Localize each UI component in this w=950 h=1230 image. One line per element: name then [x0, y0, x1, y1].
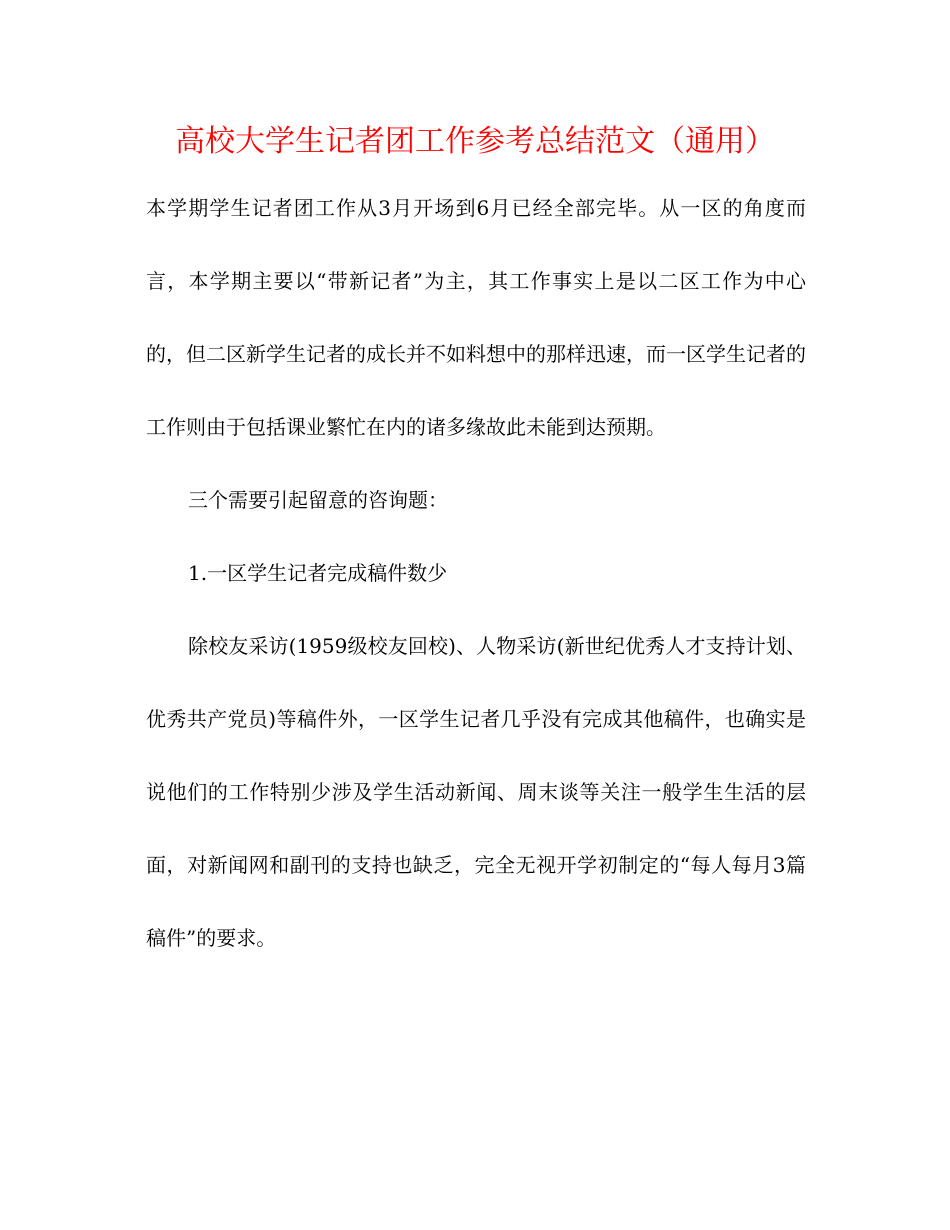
paragraph-intro: 本学期学生记者团工作从3月开场到6月已经全部完毕。从一区的角度而言，本学期主要以“带新记者”为主，其工作事实上是以二区工作为中心的，但二区新学生记者的成长并不如料想中的那样迅速，而一区学生记者的工作则由于包括课业繁忙在内的诸多缘故此未能到达预期。 — [146, 196, 806, 439]
document-title: 高校大学生记者团工作参考总结范文（通用） — [175, 124, 775, 159]
paragraph-issues-heading: 三个需要引起留意的咨询题： — [188, 488, 448, 512]
paragraph-issue-1-detail: 除校友采访(1959级校友回校)、人物采访(新世纪优秀人才支持计划、优秀共产党员)等稿件外，一区学生记者几乎没有完成其他稿件，也确实是说他们的工作特别少涉及学生活动新闻、周末谈等关注一般学生生活的层面，对新闻网和副刊的支持也缺乏，完全无视开学初制定的“每人每月3篇稿件”的要求。 — [146, 634, 806, 950]
paragraph-issue-1-heading: 1.一区学生记者完成稿件数少 — [188, 561, 448, 585]
document-body — [146, 172, 806, 975]
